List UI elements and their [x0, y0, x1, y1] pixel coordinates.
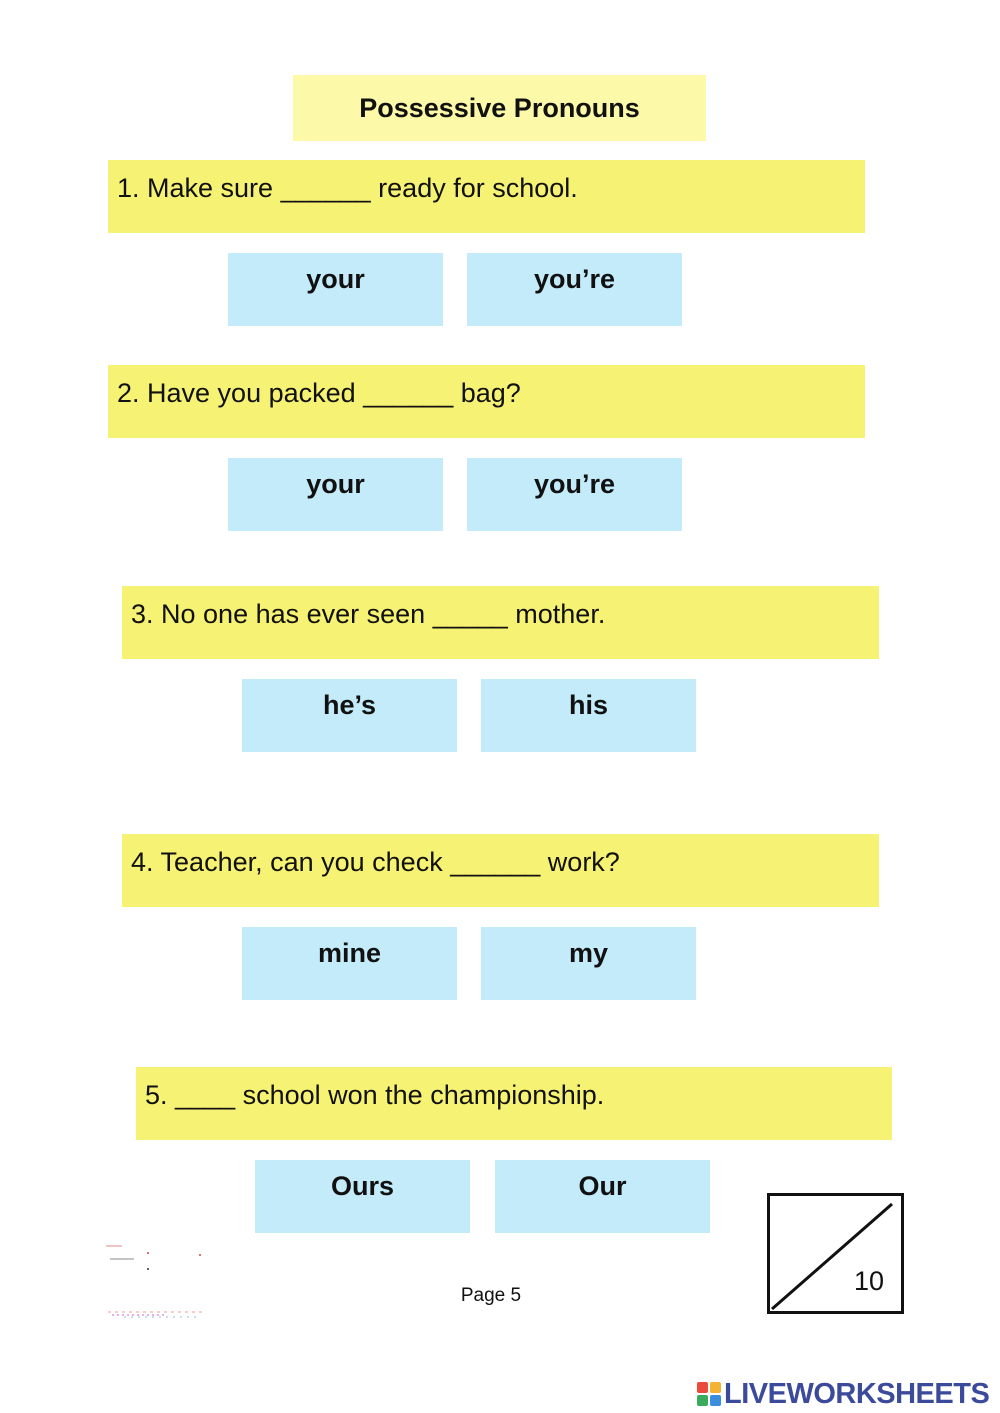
score-total: 10: [853, 1266, 884, 1296]
liveworksheets-logo-icon: [697, 1382, 721, 1406]
q4-option-mine[interactable]: mine: [242, 927, 457, 1000]
q5-option-our[interactable]: Our: [495, 1160, 710, 1233]
score-box: [767, 1193, 904, 1314]
question-5: 5. ____ school won the championship.: [136, 1067, 892, 1140]
q5-option-ours[interactable]: Ours: [255, 1160, 470, 1233]
decorative-scribble: [104, 1243, 210, 1323]
q3-option-his[interactable]: his: [481, 679, 696, 752]
liveworksheets-logo: [697, 1377, 989, 1411]
brand-name: LIVEWORKSHEETS: [724, 1377, 990, 1410]
q2-option-youre[interactable]: you’re: [467, 458, 682, 531]
page-number: Page 5: [460, 1285, 522, 1306]
question-1: 1. Make sure ______ ready for school.: [108, 160, 865, 233]
question-3: 3. No one has ever seen _____ mother.: [122, 586, 879, 659]
q2-option-your[interactable]: your: [228, 458, 443, 531]
q1-option-youre[interactable]: you’re: [467, 253, 682, 326]
q4-option-my[interactable]: my: [481, 927, 696, 1000]
worksheet-title: Possessive Pronouns: [293, 75, 706, 141]
q1-option-your[interactable]: your: [228, 253, 443, 326]
q3-option-hes[interactable]: he’s: [242, 679, 457, 752]
question-4: 4. Teacher, can you check ______ work?: [122, 834, 879, 907]
question-2: 2. Have you packed ______ bag?: [108, 365, 865, 438]
